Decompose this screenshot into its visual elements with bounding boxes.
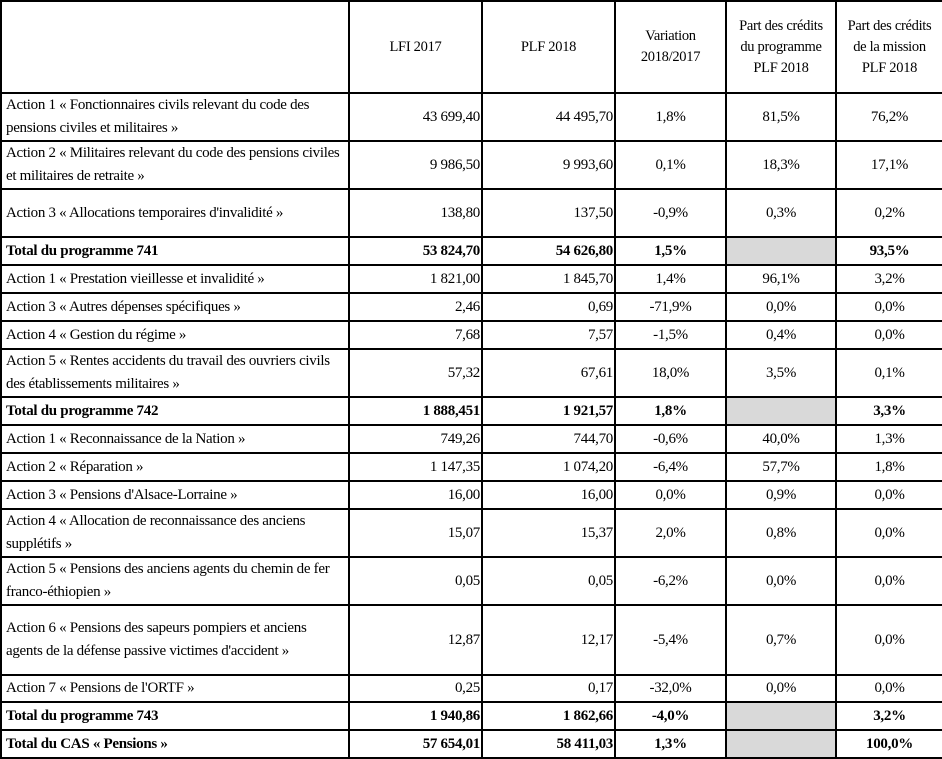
table-row xyxy=(1,425,942,453)
part-mission-cell: 0,0% xyxy=(836,557,942,605)
part-programme-cell xyxy=(726,702,836,730)
part-programme-cell: 57,7% xyxy=(726,453,836,481)
part-programme-cell: 0,0% xyxy=(726,293,836,321)
part-programme-cell: 96,1% xyxy=(726,265,836,293)
plf-2018-cell: 1 862,66 xyxy=(482,702,615,730)
lfi-2017-cell: 2,46 xyxy=(349,293,482,321)
lfi-2017-cell: 0,05 xyxy=(349,557,482,605)
plf-2018-cell: 0,17 xyxy=(482,675,615,702)
plf-2018-cell: 54 626,80 xyxy=(482,237,615,265)
part-mission-cell: 3,2% xyxy=(836,702,942,730)
variation-cell: -0,9% xyxy=(615,189,726,237)
row-label: Action 3 « Allocations temporaires d'invalidité » xyxy=(1,189,349,237)
variation-cell: -6,2% xyxy=(615,557,726,605)
part-mission-cell: 0,0% xyxy=(836,509,942,557)
lfi-2017-cell: 1 940,86 xyxy=(349,702,482,730)
table-row xyxy=(1,509,942,557)
lfi-2017-cell: 749,26 xyxy=(349,425,482,453)
row-label: Action 1 « Fonctionnaires civils relevant du code des pensions civiles et militaires » xyxy=(1,93,349,141)
lfi-2017-cell: 57 654,01 xyxy=(349,730,482,758)
lfi-2017-cell: 7,68 xyxy=(349,321,482,349)
part-mission-cell: 1,8% xyxy=(836,453,942,481)
variation-cell: -1,5% xyxy=(615,321,726,349)
table-row xyxy=(1,675,942,702)
part-mission-cell: 76,2% xyxy=(836,93,942,141)
variation-cell: 2,0% xyxy=(615,509,726,557)
variation-cell: 1,8% xyxy=(615,93,726,141)
lfi-2017-cell: 138,80 xyxy=(349,189,482,237)
total-row xyxy=(1,397,942,425)
plf-2018-cell: 44 495,70 xyxy=(482,93,615,141)
lfi-2017-cell: 57,32 xyxy=(349,349,482,397)
lfi-2017-cell: 53 824,70 xyxy=(349,237,482,265)
table-row xyxy=(1,141,942,189)
lfi-2017-cell: 9 986,50 xyxy=(349,141,482,189)
part-mission-cell: 0,0% xyxy=(836,481,942,509)
lfi-2017-cell: 16,00 xyxy=(349,481,482,509)
lfi-2017-cell: 43 699,40 xyxy=(349,93,482,141)
part-mission-cell: 3,2% xyxy=(836,265,942,293)
table-row xyxy=(1,557,942,605)
plf-2018-cell: 0,69 xyxy=(482,293,615,321)
row-label: Action 1 « Prestation vieillesse et invalidité » xyxy=(1,265,349,293)
row-label: Action 4 « Allocation de reconnaissance des anciens supplétifs » xyxy=(1,509,349,557)
row-label: Action 3 « Autres dépenses spécifiques » xyxy=(1,293,349,321)
plf-2018-cell: 7,57 xyxy=(482,321,615,349)
part-programme-cell xyxy=(726,397,836,425)
total-row xyxy=(1,237,942,265)
variation-cell: 1,3% xyxy=(615,730,726,758)
row-label: Action 5 « Rentes accidents du travail des ouvriers civils des établissements militaires » xyxy=(1,349,349,397)
table-row xyxy=(1,265,942,293)
lfi-2017-cell: 12,87 xyxy=(349,605,482,675)
part-programme-cell: 0,0% xyxy=(726,675,836,702)
variation-cell: -6,4% xyxy=(615,453,726,481)
plf-2018-cell: 15,37 xyxy=(482,509,615,557)
table-row xyxy=(1,321,942,349)
header-variation: Variation 2018/2017 xyxy=(615,1,726,93)
part-programme-cell: 81,5% xyxy=(726,93,836,141)
variation-cell: -71,9% xyxy=(615,293,726,321)
variation-cell: 1,8% xyxy=(615,397,726,425)
table-row xyxy=(1,605,942,675)
header-part-mission: Part des crédits de la mission PLF 2018 xyxy=(836,1,942,93)
total-row xyxy=(1,702,942,730)
part-mission-cell: 3,3% xyxy=(836,397,942,425)
variation-cell: 0,1% xyxy=(615,141,726,189)
part-mission-cell: 17,1% xyxy=(836,141,942,189)
plf-2018-cell: 1 845,70 xyxy=(482,265,615,293)
variation-cell: -0,6% xyxy=(615,425,726,453)
part-mission-cell: 0,0% xyxy=(836,605,942,675)
part-mission-cell: 0,1% xyxy=(836,349,942,397)
plf-2018-cell: 58 411,03 xyxy=(482,730,615,758)
part-mission-cell: 0,0% xyxy=(836,293,942,321)
header-plf-2018: PLF 2018 xyxy=(482,1,615,93)
lfi-2017-cell: 1 821,00 xyxy=(349,265,482,293)
variation-cell: -32,0% xyxy=(615,675,726,702)
variation-cell: 18,0% xyxy=(615,349,726,397)
variation-cell: 1,4% xyxy=(615,265,726,293)
plf-2018-cell: 1 921,57 xyxy=(482,397,615,425)
part-mission-cell: 1,3% xyxy=(836,425,942,453)
table-row xyxy=(1,189,942,237)
total-row xyxy=(1,730,942,758)
row-label: Action 2 « Militaires relevant du code des pensions civiles et militaires de retraite » xyxy=(1,141,349,189)
table-row xyxy=(1,481,942,509)
header-label xyxy=(1,1,349,93)
part-programme-cell xyxy=(726,237,836,265)
row-label: Action 6 « Pensions des sapeurs pompiers et anciens agents de la défense passive victimes d'accident » xyxy=(1,605,349,675)
part-programme-cell: 40,0% xyxy=(726,425,836,453)
lfi-2017-cell: 15,07 xyxy=(349,509,482,557)
part-programme-cell: 0,3% xyxy=(726,189,836,237)
row-label: Total du programme 742 xyxy=(1,397,349,425)
part-programme-cell: 0,4% xyxy=(726,321,836,349)
part-mission-cell: 93,5% xyxy=(836,237,942,265)
row-label: Action 1 « Reconnaissance de la Nation » xyxy=(1,425,349,453)
part-mission-cell: 0,0% xyxy=(836,321,942,349)
row-label: Action 7 « Pensions de l'ORTF » xyxy=(1,675,349,702)
part-mission-cell: 100,0% xyxy=(836,730,942,758)
table-row xyxy=(1,93,942,141)
part-programme-cell xyxy=(726,730,836,758)
row-label: Action 2 « Réparation » xyxy=(1,453,349,481)
variation-cell: -4,0% xyxy=(615,702,726,730)
table-row xyxy=(1,293,942,321)
row-label: Action 3 « Pensions d'Alsace-Lorraine » xyxy=(1,481,349,509)
plf-2018-cell: 137,50 xyxy=(482,189,615,237)
lfi-2017-cell: 1 888,451 xyxy=(349,397,482,425)
row-label: Action 5 « Pensions des anciens agents du chemin de fer franco-éthiopien » xyxy=(1,557,349,605)
plf-2018-cell: 67,61 xyxy=(482,349,615,397)
variation-cell: -5,4% xyxy=(615,605,726,675)
plf-2018-cell: 1 074,20 xyxy=(482,453,615,481)
variation-cell: 0,0% xyxy=(615,481,726,509)
part-mission-cell: 0,0% xyxy=(836,675,942,702)
lfi-2017-cell: 1 147,35 xyxy=(349,453,482,481)
header-lfi-2017: LFI 2017 xyxy=(349,1,482,93)
variation-cell: 1,5% xyxy=(615,237,726,265)
part-programme-cell: 3,5% xyxy=(726,349,836,397)
row-label: Total du programme 741 xyxy=(1,237,349,265)
plf-2018-cell: 16,00 xyxy=(482,481,615,509)
table-row xyxy=(1,349,942,397)
part-programme-cell: 0,8% xyxy=(726,509,836,557)
part-mission-cell: 0,2% xyxy=(836,189,942,237)
part-programme-cell: 0,7% xyxy=(726,605,836,675)
part-programme-cell: 0,9% xyxy=(726,481,836,509)
part-programme-cell: 18,3% xyxy=(726,141,836,189)
part-programme-cell: 0,0% xyxy=(726,557,836,605)
lfi-2017-cell: 0,25 xyxy=(349,675,482,702)
header-row xyxy=(1,1,942,93)
table-row xyxy=(1,453,942,481)
plf-2018-cell: 9 993,60 xyxy=(482,141,615,189)
row-label: Action 4 « Gestion du régime » xyxy=(1,321,349,349)
plf-2018-cell: 0,05 xyxy=(482,557,615,605)
row-label: Total du CAS « Pensions » xyxy=(1,730,349,758)
row-label: Total du programme 743 xyxy=(1,702,349,730)
plf-2018-cell: 744,70 xyxy=(482,425,615,453)
header-part-programme: Part des crédits du programme PLF 2018 xyxy=(726,1,836,93)
plf-2018-cell: 12,17 xyxy=(482,605,615,675)
